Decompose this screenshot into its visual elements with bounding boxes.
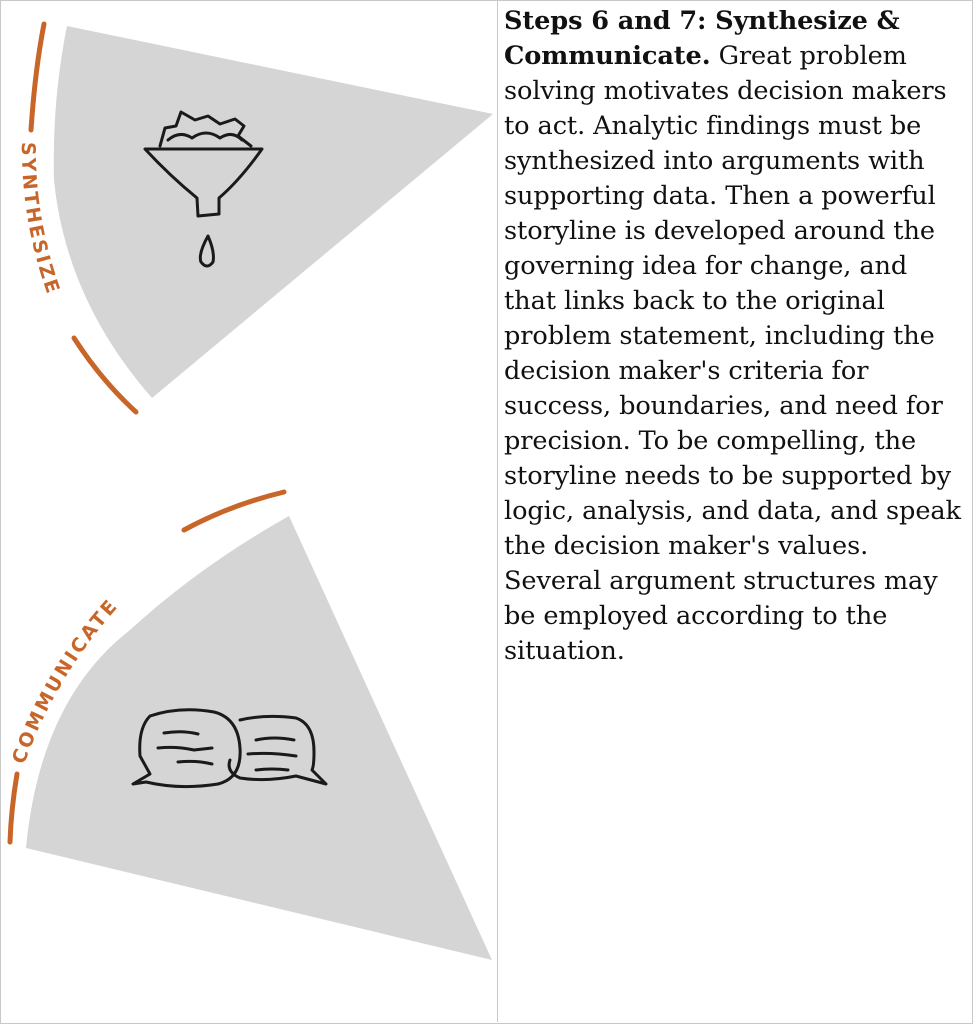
synthesize-wedge xyxy=(54,26,493,398)
communicate-arc-bottom xyxy=(10,774,17,842)
description-text xyxy=(504,4,966,669)
steps-body: Great problem solving motivates decision makers to act. Analytic findings must be synthesized into arguments with supporting data. Then a powerful storyline is developed around the governing idea for change, and that links back to the original problem statement, including the decision maker's criteria for success, boundaries, and need for precision. To be compelling, the storyline needs to be supported by logic, analysis, and data, and speak the decision maker's values. Several argument structures may be employed according to the situation. xyxy=(504,41,961,666)
column-divider xyxy=(497,0,498,1022)
synthesize-arc-top xyxy=(31,24,44,130)
communicate-arc-top xyxy=(184,492,284,530)
synthesize-label: SYNTHESIZE xyxy=(16,141,65,299)
steps-heading: Steps 6 and 7: Synthesize & Communicate. xyxy=(504,6,900,71)
communicate-label: COMMUNICATE xyxy=(7,594,124,767)
